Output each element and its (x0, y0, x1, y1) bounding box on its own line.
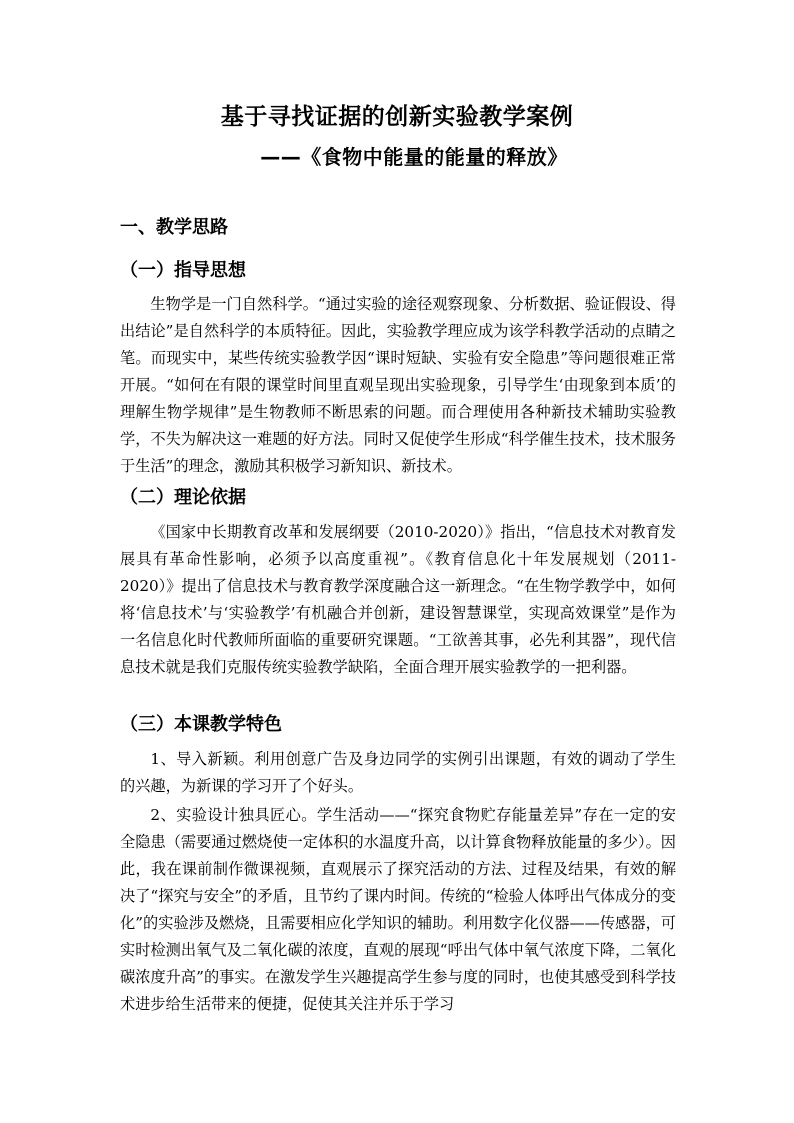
paragraph-feature-2: 2、实验设计独具匠心。学生活动——“探究食物贮存能量差异”存在一定的安全隐患（需要通过燃烧使一定体积的水温度升高，以计算食物释放能量的多少）。因此，我在课前制作微课视频，直观展示了探究活动的方法、过程及结果，有效的解决了“探究与安全”的矛盾，且节约了课内时间。传统的“检验人体呼出气体成分的变化”的实验涉及燃烧，且需要相应化学知识的辅助。利用数字化仪器——传感器，可实时检测出氧气及二氧化碳的浓度，直观的展现“呼出气体中氧气浓度下降，二氧化碳浓度升高”的事实。在激发学生兴趣提高学生参与度的同时，也使其感受到科学技术进步给生活带来的便捷，促使其关注并乐于学习 (120, 806, 676, 1013)
subsection-heading-theoretical-basis: （二）理论依据 (120, 487, 246, 508)
document-title: 基于寻找证据的创新实验教学案例 (220, 104, 574, 130)
paragraph-guiding-idea: 生物学是一门自然科学。“通过实验的途径观察现象、分析数据、验证假设、得出结论”是自然科学的本质特征。因此，实验教学理应成为该学科教学活动的点睛之笔。而现实中，某些传统实验教学因“课时短缺、实验有安全隐患”等问题很难正常开展。“如何在有限的课堂时间里直观呈现出实验现象，引导学生‘由现象到本质’的理解生物学规律”是生物教师不断思索的问题。而合理使用各种新技术辅助实验教学，不失为解决这一难题的好方法。同时又促使学生形成“科学催生技术，技术服务于生活”的理念，激励其积极学习新知识、新技术。 (120, 295, 676, 475)
paragraph-feature-1: 1、导入新颖。利用创意广告及身边同学的实例引出课题，有效的调动了学生的兴趣，为新课的学习开了个好头。 (120, 750, 676, 795)
document-subtitle: ——《食物中能量的能量的释放》 (260, 145, 568, 169)
paragraph-theoretical-basis: 《国家中长期教育改革和发展纲要（2010-2020）》指出，“信息技术对教育发展具有革命性影响，必须予以高度重视”。《教育信息化十年发展规划（2011-2020）》提出了信息技术与教育教学深度融合这一新理念。“在生物学教学中，如何将‘信息技术’与‘实验教学’有机融合并创新，建设智慧课堂，实现高效课堂”是作为一名信息化时代教师所面临的重要研究课题。“工欲善其事，必先利其器”，现代信息技术就是我们克服传统实验教学缺陷，全面合理开展实验教学的一把利器。 (120, 523, 676, 676)
section-heading-teaching-approach: 一、教学思路 (120, 217, 228, 238)
subsection-heading-lesson-features: （三）本课教学特色 (120, 714, 282, 735)
subsection-heading-guiding-idea: （一）指导思想 (120, 260, 246, 281)
